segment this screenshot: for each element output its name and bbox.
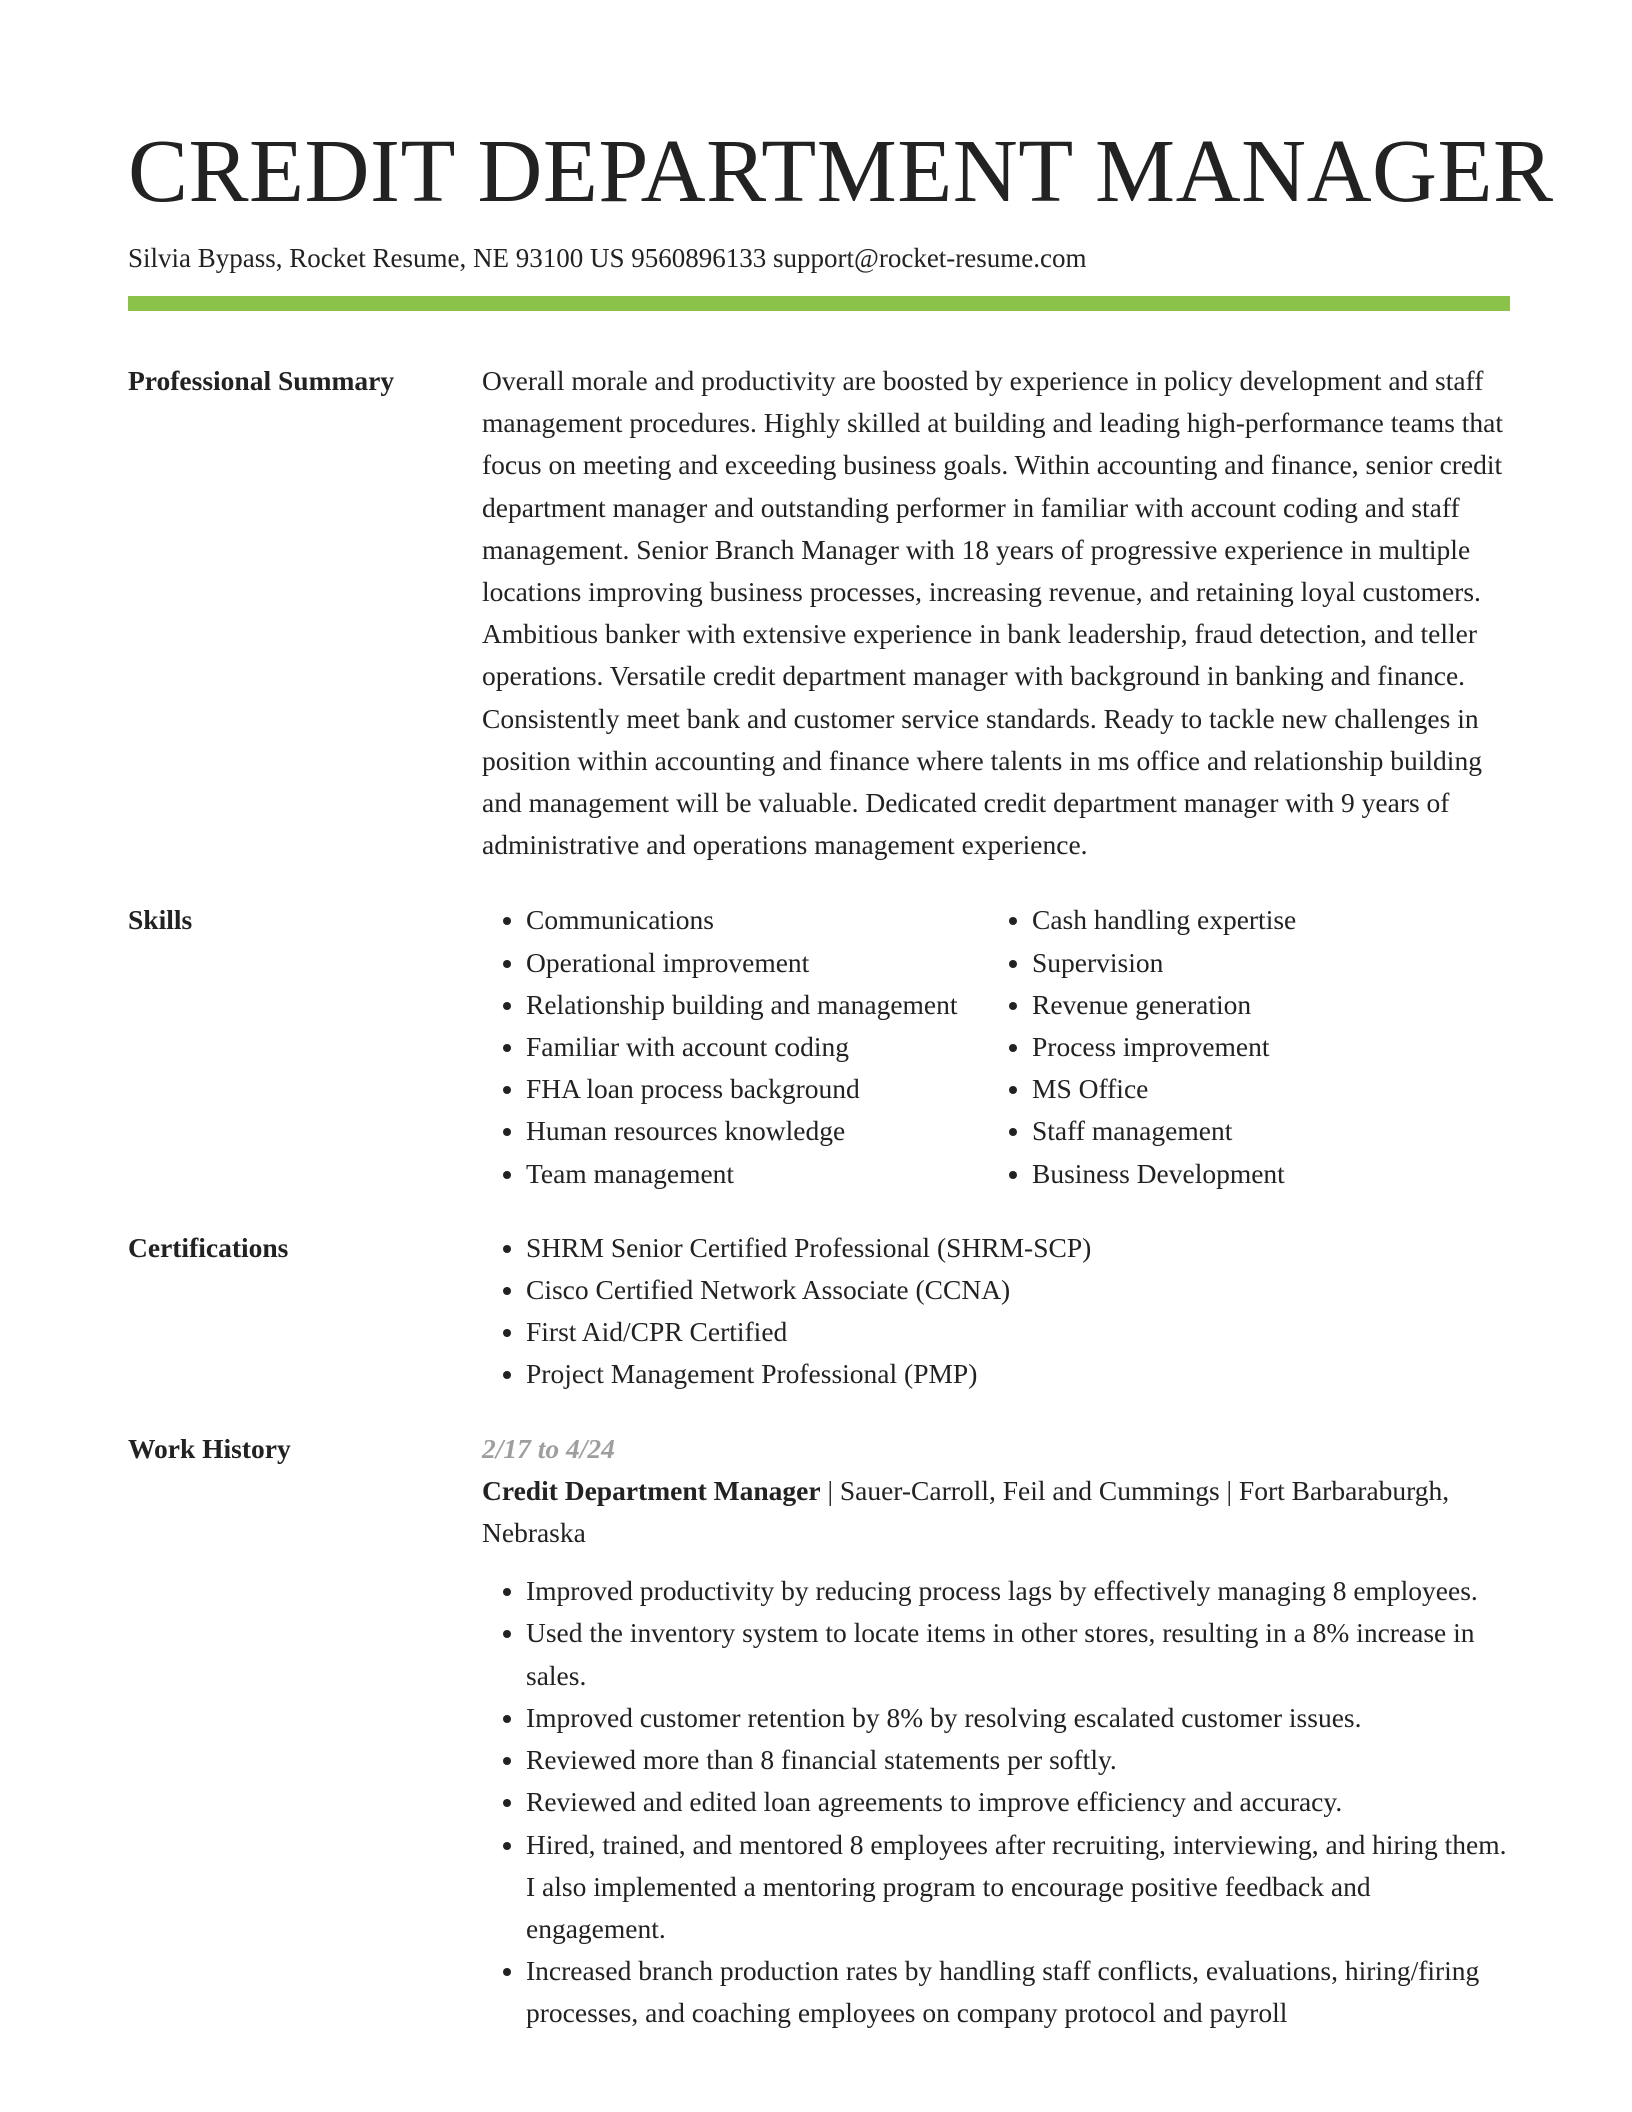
resume-page <box>128 0 1554 2035</box>
skill-item: • MS Office <box>1032 1068 1510 1110</box>
job-bullet: • Reviewed and edited loan agreements to improve efficiency and accuracy. <box>526 1781 1510 1823</box>
job-bullet: • Improved customer retention by 8% by resolving escalated customer issues. <box>526 1697 1510 1739</box>
certification-item: • Project Management Professional (PMP) <box>526 1353 1510 1395</box>
skill-item: • Operational improvement <box>526 942 988 984</box>
skill-item: • Relationship building and management <box>526 984 988 1026</box>
certification-item: • Cisco Certified Network Associate (CCNA) <box>526 1269 1510 1311</box>
job-bullet: • Improved productivity by reducing process lags by effectively managing 8 employees. <box>526 1570 1510 1612</box>
section-label-skills: Skills <box>128 904 193 936</box>
skill-item: • Business Development <box>1032 1153 1510 1195</box>
work-history-section <box>128 1428 1510 2035</box>
job-bullet: • Hired, trained, and mentored 8 employees after recruiting, interviewing, and hiring them. I also implemented a mentoring program to encourage positive feedback and engagement. <box>526 1824 1510 1951</box>
job-company-location: | Sauer-Carroll, Feil and Cummings | Fort Barbaraburgh, Nebraska <box>482 1474 1450 1549</box>
skill-item: • Supervision <box>1032 942 1510 984</box>
skills-body <box>482 899 1510 1194</box>
skill-item: • Process improvement <box>1032 1026 1510 1068</box>
work-history-body <box>482 1428 1510 2035</box>
job-bullet-list <box>482 1570 1510 2034</box>
section-label-summary: Professional Summary <box>128 365 395 396</box>
skill-item: • Revenue generation <box>1032 984 1510 1026</box>
skill-item: • Human resources knowledge <box>526 1110 988 1152</box>
skill-item: • Staff management <box>1032 1110 1510 1152</box>
skill-item: • FHA loan process background <box>526 1068 988 1110</box>
skills-list-1 <box>482 899 988 1194</box>
summary-text: Overall morale and productivity are boosted by experience in policy development and staff management procedures. Highly skilled at building and leading high-performance teams that focus on meeting and exceeding business goals. Within accounting and finance, senior credit department manager and outstanding performer in familiar with account coding and staff management. Senior Branch Manager with 18 years of progressive experience in multiple locations improving business processes, increasing revenue, and retaining loyal customers. Ambitious banker with extensive experience in bank leadership, fraud detection, and teller operations. Versatile credit department manager with background in banking and finance. Consistently meet bank and customer service standards. Ready to tackle new challenges in position within accounting and finance where talents in ms office and relationship building and management will be valuable. Dedicated credit department manager with 9 years of administrative and operations management experience. <box>482 365 1504 861</box>
skills-column-1 <box>482 899 988 1194</box>
skills-column-2 <box>988 899 1510 1194</box>
skill-item: • Communications <box>526 899 988 941</box>
skill-item: • Familiar with account coding <box>526 1026 988 1068</box>
job-heading <box>482 1470 1510 1554</box>
certifications-section <box>128 1227 1510 1396</box>
job-dates: 2/17 to 4/24 <box>482 1432 615 1464</box>
skill-item: • Team management <box>526 1153 988 1195</box>
job-bullet: • Used the inventory system to locate items in other stores, resulting in a 8% increase in sales. <box>526 1612 1510 1696</box>
section-label-work-history: Work History <box>128 1432 291 1464</box>
certifications-body <box>482 1227 1510 1396</box>
job-bullet: • Reviewed more than 8 financial statements per softly. <box>526 1739 1510 1781</box>
resume-title: CREDIT DEPARTMENT MANAGER <box>128 122 1554 221</box>
job-bullet: • Increased branch production rates by handling staff conflicts, evaluations, hiring/firing processes, and coaching employees on company protocol and payroll <box>526 1950 1510 2034</box>
skills-section <box>128 899 1510 1194</box>
accent-divider <box>128 296 1510 311</box>
certification-item: • SHRM Senior Certified Professional (SHRM-SCP) <box>526 1227 1510 1269</box>
certifications-list <box>482 1227 1510 1396</box>
job-title: Credit Department Manager <box>482 1474 821 1506</box>
contact-line: Silvia Bypass, Rocket Resume, NE 93100 US 9560896133 support@rocket-resume.com <box>128 243 1087 273</box>
summary-section <box>128 360 1510 866</box>
summary-body <box>482 360 1510 866</box>
skill-item: • Cash handling expertise <box>1032 899 1510 941</box>
section-label-certifications: Certifications <box>128 1231 289 1263</box>
certification-item: • First Aid/CPR Certified <box>526 1311 1510 1353</box>
skills-list-2 <box>988 899 1510 1194</box>
